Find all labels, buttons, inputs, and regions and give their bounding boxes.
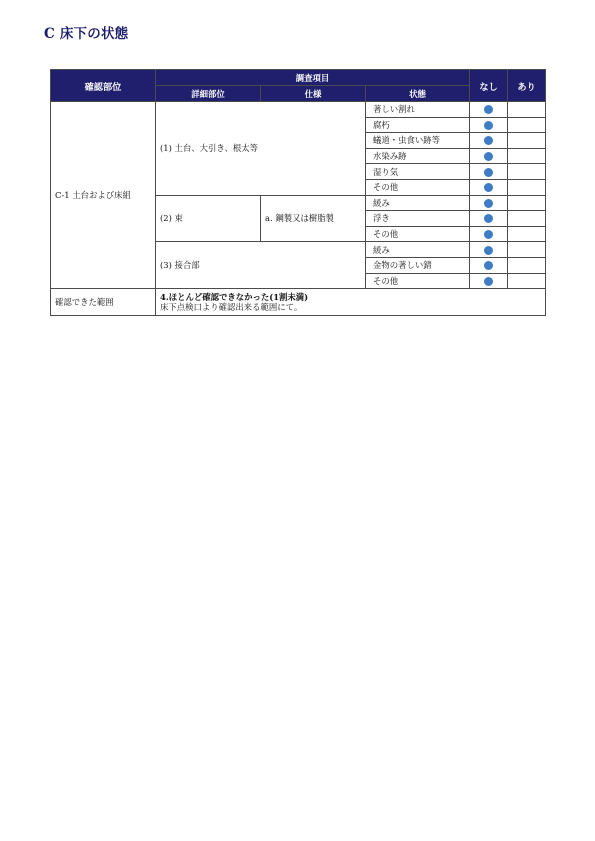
condition-cell: 緩み xyxy=(366,195,470,211)
present-mark-cell xyxy=(508,179,546,195)
none-mark-cell xyxy=(470,226,508,242)
present-mark-cell xyxy=(508,273,546,289)
header-detail-area: 詳細部位 xyxy=(156,86,261,102)
range-value-line2: 床下点検口より確認出来る範囲にて。 xyxy=(160,302,303,313)
spec-cell: a. 鋼製又は樹脂製 xyxy=(261,195,366,242)
checked-dot-icon xyxy=(484,105,493,114)
present-mark-cell xyxy=(508,133,546,149)
none-mark-cell xyxy=(470,102,508,118)
checked-dot-icon xyxy=(484,183,493,192)
area-label: C-1 土台および床組 xyxy=(51,102,156,289)
condition-cell: 金物の著しい錆 xyxy=(366,257,470,273)
present-mark-cell xyxy=(508,242,546,258)
none-mark-cell xyxy=(470,164,508,180)
header-survey-items: 調査項目 xyxy=(156,70,470,86)
checked-dot-icon xyxy=(484,261,493,270)
none-mark-cell xyxy=(470,117,508,133)
present-mark-cell xyxy=(508,148,546,164)
checked-dot-icon xyxy=(484,121,493,130)
checked-dot-icon xyxy=(484,168,493,177)
range-value-line1: 4.ほとんど確認できなかった(1割未満) xyxy=(160,291,309,302)
checked-dot-icon xyxy=(484,246,493,255)
header-spec: 仕様 xyxy=(261,86,366,102)
none-mark-cell xyxy=(470,273,508,289)
detail-cell: (2) 束 xyxy=(156,195,261,242)
condition-cell: 著しい割れ xyxy=(366,102,470,118)
checked-dot-icon xyxy=(484,230,493,239)
none-mark-cell xyxy=(470,179,508,195)
checked-dot-icon xyxy=(484,199,493,208)
condition-cell: 腐朽 xyxy=(366,117,470,133)
page-title: C 床下の状態 xyxy=(44,26,129,42)
condition-cell: 蟻道・虫食い跡等 xyxy=(366,133,470,149)
checked-dot-icon xyxy=(484,214,493,223)
condition-cell: 緩み xyxy=(366,242,470,258)
header-present: あり xyxy=(508,70,546,102)
condition-cell: 水染み跡 xyxy=(366,148,470,164)
range-value xyxy=(156,289,546,316)
present-mark-cell xyxy=(508,226,546,242)
checked-dot-icon xyxy=(484,136,493,145)
none-mark-cell xyxy=(470,195,508,211)
none-mark-cell xyxy=(470,242,508,258)
condition-cell: 湿り気 xyxy=(366,164,470,180)
checked-dot-icon xyxy=(484,152,493,161)
condition-cell: その他 xyxy=(366,226,470,242)
checked-dot-icon xyxy=(484,277,493,286)
none-mark-cell xyxy=(470,133,508,149)
range-label: 確認できた範囲 xyxy=(51,289,156,316)
present-mark-cell xyxy=(508,195,546,211)
header-condition: 状態 xyxy=(366,86,470,102)
range-row xyxy=(51,289,546,316)
inspection-table xyxy=(50,69,546,316)
none-mark-cell xyxy=(470,211,508,227)
detail-cell: (3) 接合部 xyxy=(156,242,366,289)
present-mark-cell xyxy=(508,211,546,227)
present-mark-cell xyxy=(508,102,546,118)
condition-cell: その他 xyxy=(366,179,470,195)
header-none: なし xyxy=(470,70,508,102)
present-mark-cell xyxy=(508,117,546,133)
none-mark-cell xyxy=(470,148,508,164)
none-mark-cell xyxy=(470,257,508,273)
header-row-1 xyxy=(51,70,546,86)
condition-cell: その他 xyxy=(366,273,470,289)
condition-cell: 浮き xyxy=(366,211,470,227)
detail-cell: (1) 土台、大引き、根太等 xyxy=(156,102,366,196)
present-mark-cell xyxy=(508,164,546,180)
present-mark-cell xyxy=(508,257,546,273)
header-check-area: 確認部位 xyxy=(51,70,156,102)
table-row xyxy=(51,102,546,118)
